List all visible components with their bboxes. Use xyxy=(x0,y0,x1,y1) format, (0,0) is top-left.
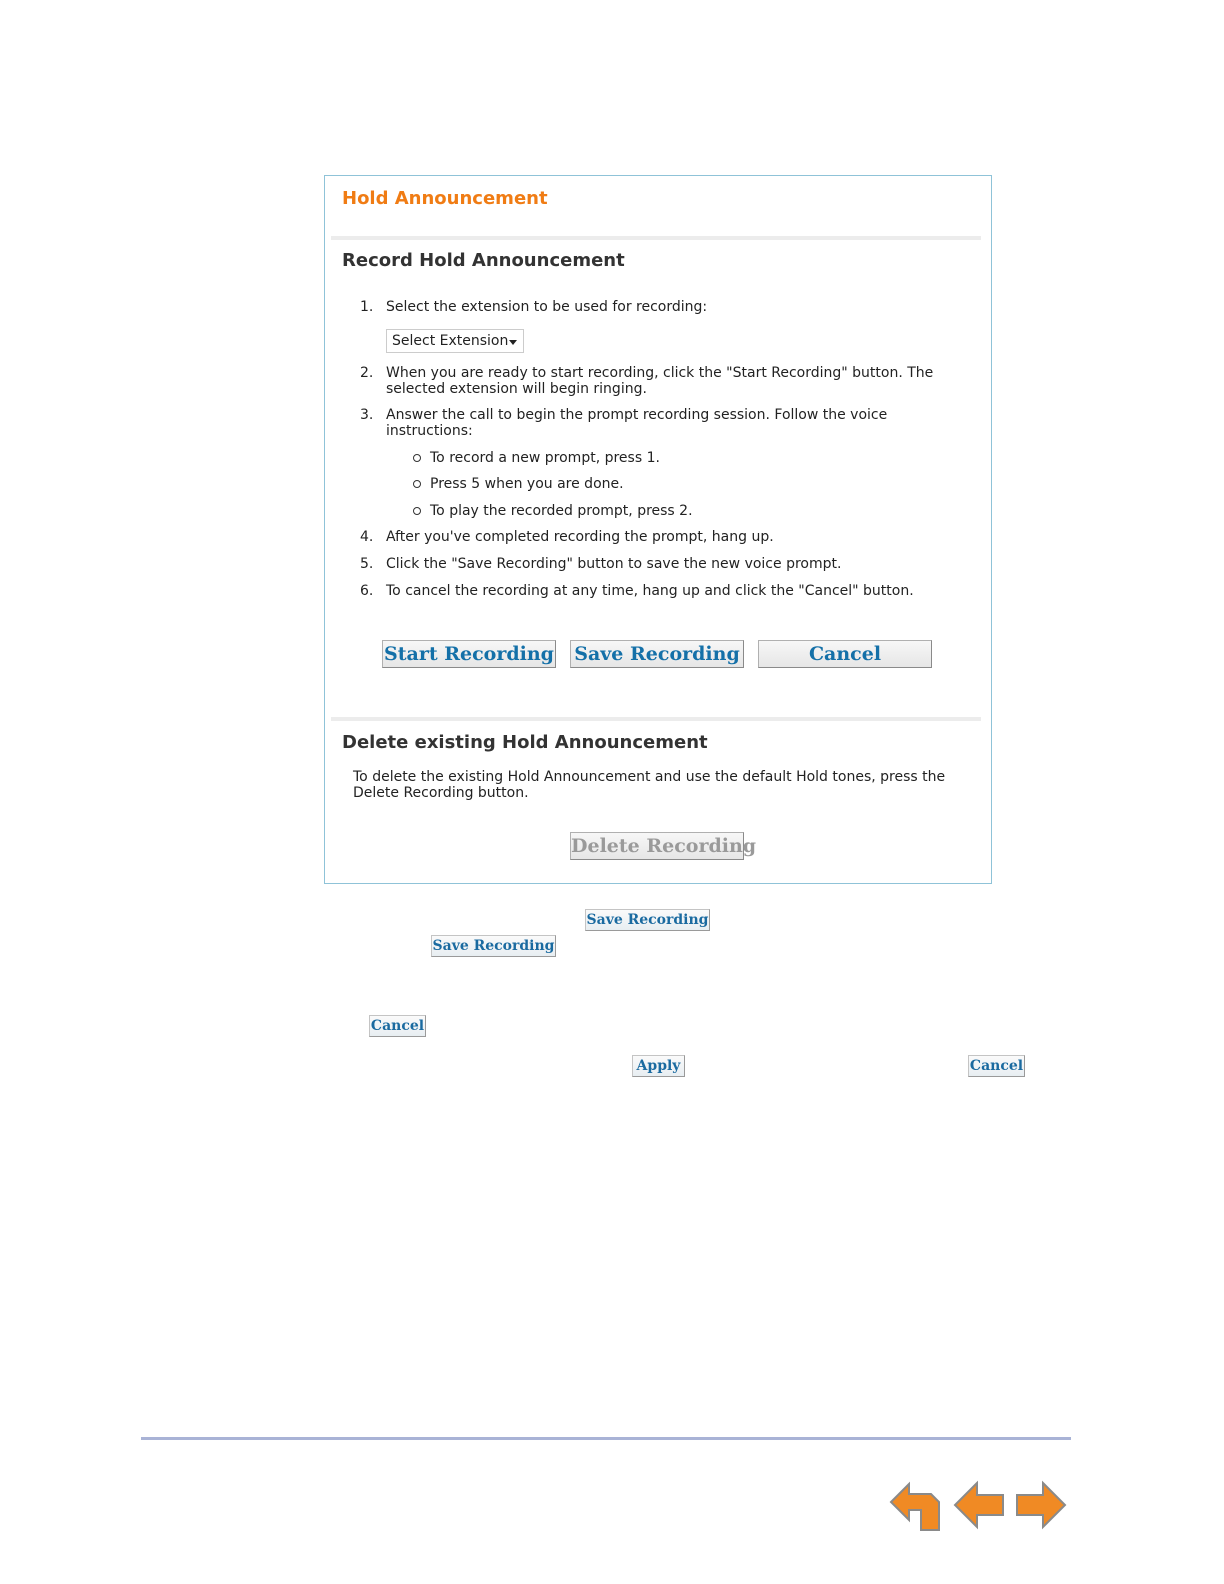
step-number: 2. xyxy=(360,365,374,381)
sub-step xyxy=(413,476,913,492)
delete-section-heading: Delete existing Hold Announcement xyxy=(342,732,708,753)
forward-arrow-icon[interactable] xyxy=(1015,1480,1067,1538)
save-recording-inline-button[interactable]: Save Recording xyxy=(431,935,556,957)
step-number: 3. xyxy=(360,407,374,423)
step-6 xyxy=(360,583,980,599)
sub-step-text: To play the recorded prompt, press 2. xyxy=(430,503,693,519)
step-number: 6. xyxy=(360,583,374,599)
step-4 xyxy=(360,529,980,545)
section-divider xyxy=(331,236,981,240)
bullet-circle-icon xyxy=(413,480,421,488)
step-number: 4. xyxy=(360,529,374,545)
step-text-line2: instructions: xyxy=(386,423,473,439)
step-text-line1: Answer the call to begin the prompt recording session. Follow the voice xyxy=(386,407,888,423)
start-recording-button[interactable]: Start Recording xyxy=(382,640,556,668)
bullet-circle-icon xyxy=(413,507,421,515)
step-3 xyxy=(360,407,980,439)
sub-step-text: To record a new prompt, press 1. xyxy=(430,450,660,466)
step-1 xyxy=(360,299,960,315)
step-text: Select the extension to be used for recording: xyxy=(386,299,708,315)
record-section-heading: Record Hold Announcement xyxy=(342,250,625,271)
step-2 xyxy=(360,365,980,397)
delete-text-line1: To delete the existing Hold Announcement and use the default Hold tones, press the xyxy=(353,769,946,785)
back-arrow-icon[interactable] xyxy=(953,1480,1005,1538)
delete-recording-button[interactable]: Delete Recording xyxy=(570,832,744,860)
footer-divider xyxy=(141,1437,1071,1440)
delete-text-line2: Delete Recording button. xyxy=(353,785,529,801)
panel-title: Hold Announcement xyxy=(342,188,548,209)
select-extension-value: Select Extension xyxy=(392,333,509,349)
step-number: 5. xyxy=(360,556,374,572)
bullet-circle-icon xyxy=(413,454,421,462)
hold-announcement-panel xyxy=(324,175,992,884)
chevron-down-icon xyxy=(509,340,517,345)
step-text-line2: selected extension will begin ringing. xyxy=(386,381,647,397)
cancel-inline-button[interactable]: Cancel xyxy=(369,1015,426,1037)
sub-step-text: Press 5 when you are done. xyxy=(430,476,624,492)
sub-step xyxy=(413,450,913,466)
sub-step xyxy=(413,503,913,519)
step-number: 1. xyxy=(360,299,374,315)
step-text: After you've completed recording the prompt, hang up. xyxy=(386,529,774,545)
apply-inline-button[interactable]: Apply xyxy=(632,1055,685,1077)
step-5 xyxy=(360,556,980,572)
save-recording-inline-button[interactable]: Save Recording xyxy=(585,909,710,931)
section-divider xyxy=(331,717,981,721)
return-arrow-icon[interactable] xyxy=(887,1480,941,1538)
delete-description xyxy=(353,769,983,801)
select-extension-dropdown[interactable] xyxy=(386,329,524,353)
step-text-line1: When you are ready to start recording, click the "Start Recording" button. The xyxy=(386,365,934,381)
step-text: Click the "Save Recording" button to save the new voice prompt. xyxy=(386,556,842,572)
step-text: To cancel the recording at any time, hang up and click the "Cancel" button. xyxy=(386,583,914,599)
cancel-inline-button[interactable]: Cancel xyxy=(968,1055,1025,1077)
save-recording-button[interactable]: Save Recording xyxy=(570,640,744,668)
cancel-button[interactable]: Cancel xyxy=(758,640,932,668)
